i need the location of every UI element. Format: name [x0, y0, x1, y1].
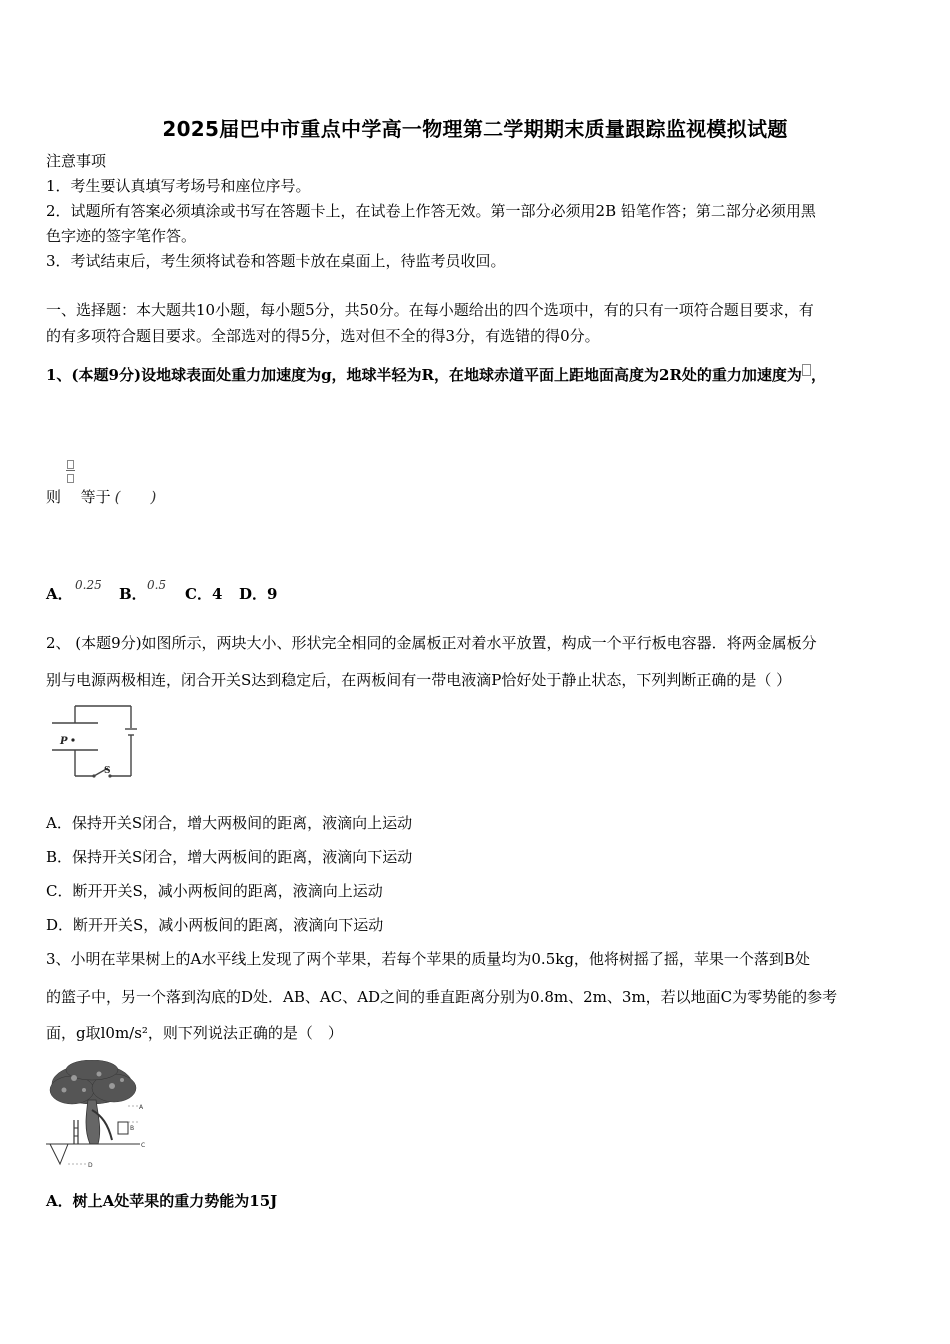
page-title: 2025届巴中市重点中学高一物理第二学期期末质量跟踪监视模拟试题 [162, 117, 788, 141]
q1-option-b-label: B． [119, 585, 147, 603]
label-p: P [60, 736, 68, 747]
q1-ratio-line [46, 480, 908, 508]
formula-placeholder-icon [802, 364, 811, 376]
q2-stem-1: 2、 (本题9分)如图所示，两块大小、形状完全相同的金属板正对着水平放置，构成一个平行板电容器．将两金属板分 [46, 634, 817, 652]
q2-option-d: D．断开开关S，减小两板间的距离，液滴向下运动 [46, 916, 384, 934]
q1-stem-text: 1、(本题9分)设地球表面处重力加速度为g，地球半轻为R，在地球赤道平面上距地面高度为2R处的重力加速度为 [46, 366, 802, 384]
q1-stem-tail: ， [810, 366, 826, 384]
section-instructions-2: 的有多项符合题目要求。全部选对的得5分，选对但不全的得3分，有选错的得0分。 [46, 327, 600, 345]
notice-heading: 注意事项 [46, 152, 107, 170]
q1-ratio-prefix: 则 [46, 488, 62, 506]
apple-tree-diagram [44, 1060, 154, 1172]
q1-option-a-label: A． [46, 585, 73, 603]
q2-option-b: B．保持开关S闭合，增大两板间的距离，液滴向下运动 [46, 848, 413, 866]
q2-stem-2: 别与电源两极相连，闭合开关S达到稳定后，在两板间有一带电液滴P恰好处于静止状态，下列判断正确的是（ ） [46, 671, 792, 689]
q3-stem-3: 面，g取l0m/s²，则下列说法正确的是（ ） [46, 1024, 343, 1042]
q1-option-b-value: 0.5 [147, 578, 167, 592]
q3-stem-1: 3、小明在苹果树上的A水平线上发现了两个苹果，若每个苹果的质量均为0.5kg，他将树摇了摇，苹果一个落到B处 [46, 950, 810, 968]
q1-stem [46, 364, 908, 386]
label-d: D [88, 1162, 93, 1169]
label-b: B [130, 1125, 135, 1132]
fraction-icon [66, 480, 76, 502]
q1-option-c: C．4 [185, 585, 223, 603]
label-s: S [104, 766, 111, 776]
label-c: C [141, 1142, 146, 1149]
notice-item: 色字迹的签字笔作答。 [46, 227, 197, 245]
q1-paren: ( ) [114, 488, 157, 506]
q2-option-c: C．断开开关S，减小两板间的距离，液滴向上运动 [46, 882, 383, 900]
q3-option-a: A．树上A处苹果的重力势能为15J [46, 1192, 278, 1210]
section-instructions-1: 一、选择题：本大题共10小题，每小题5分，共50分。在每小题给出的四个选项中，有的只有一项符合题目要求，有 [46, 301, 814, 319]
q3-stem-2: 的篮子中，另一个落到沟底的D处．AB、AC、AD之间的垂直距离分别为0.8m、2m、3m，若以地面C为零势能的参考 [46, 988, 838, 1006]
capacitor-circuit-diagram [44, 702, 140, 782]
notice-item: 2．试题所有答案必须填涂或书写在答题卡上，在试卷上作答无效。第一部分必须用2B 铅笔作答；第二部分必须用黑 [46, 202, 816, 220]
q2-option-a: A．保持开关S闭合，增大两极间的距离，液滴向上运动 [46, 814, 413, 832]
q1-option-a-value: 0.25 [75, 578, 102, 592]
droplet-p-dot [71, 738, 74, 741]
notice-item: 3．考试结束后，考生须将试卷和答题卡放在桌面上，待监考员收回。 [46, 252, 506, 270]
label-a: A [139, 1104, 144, 1111]
q1-ratio-suffix: 等于 [80, 488, 111, 506]
q1-option-d: D．9 [239, 585, 278, 603]
notice-item: 1．考生要认真填写考场号和座位序号。 [46, 177, 311, 195]
